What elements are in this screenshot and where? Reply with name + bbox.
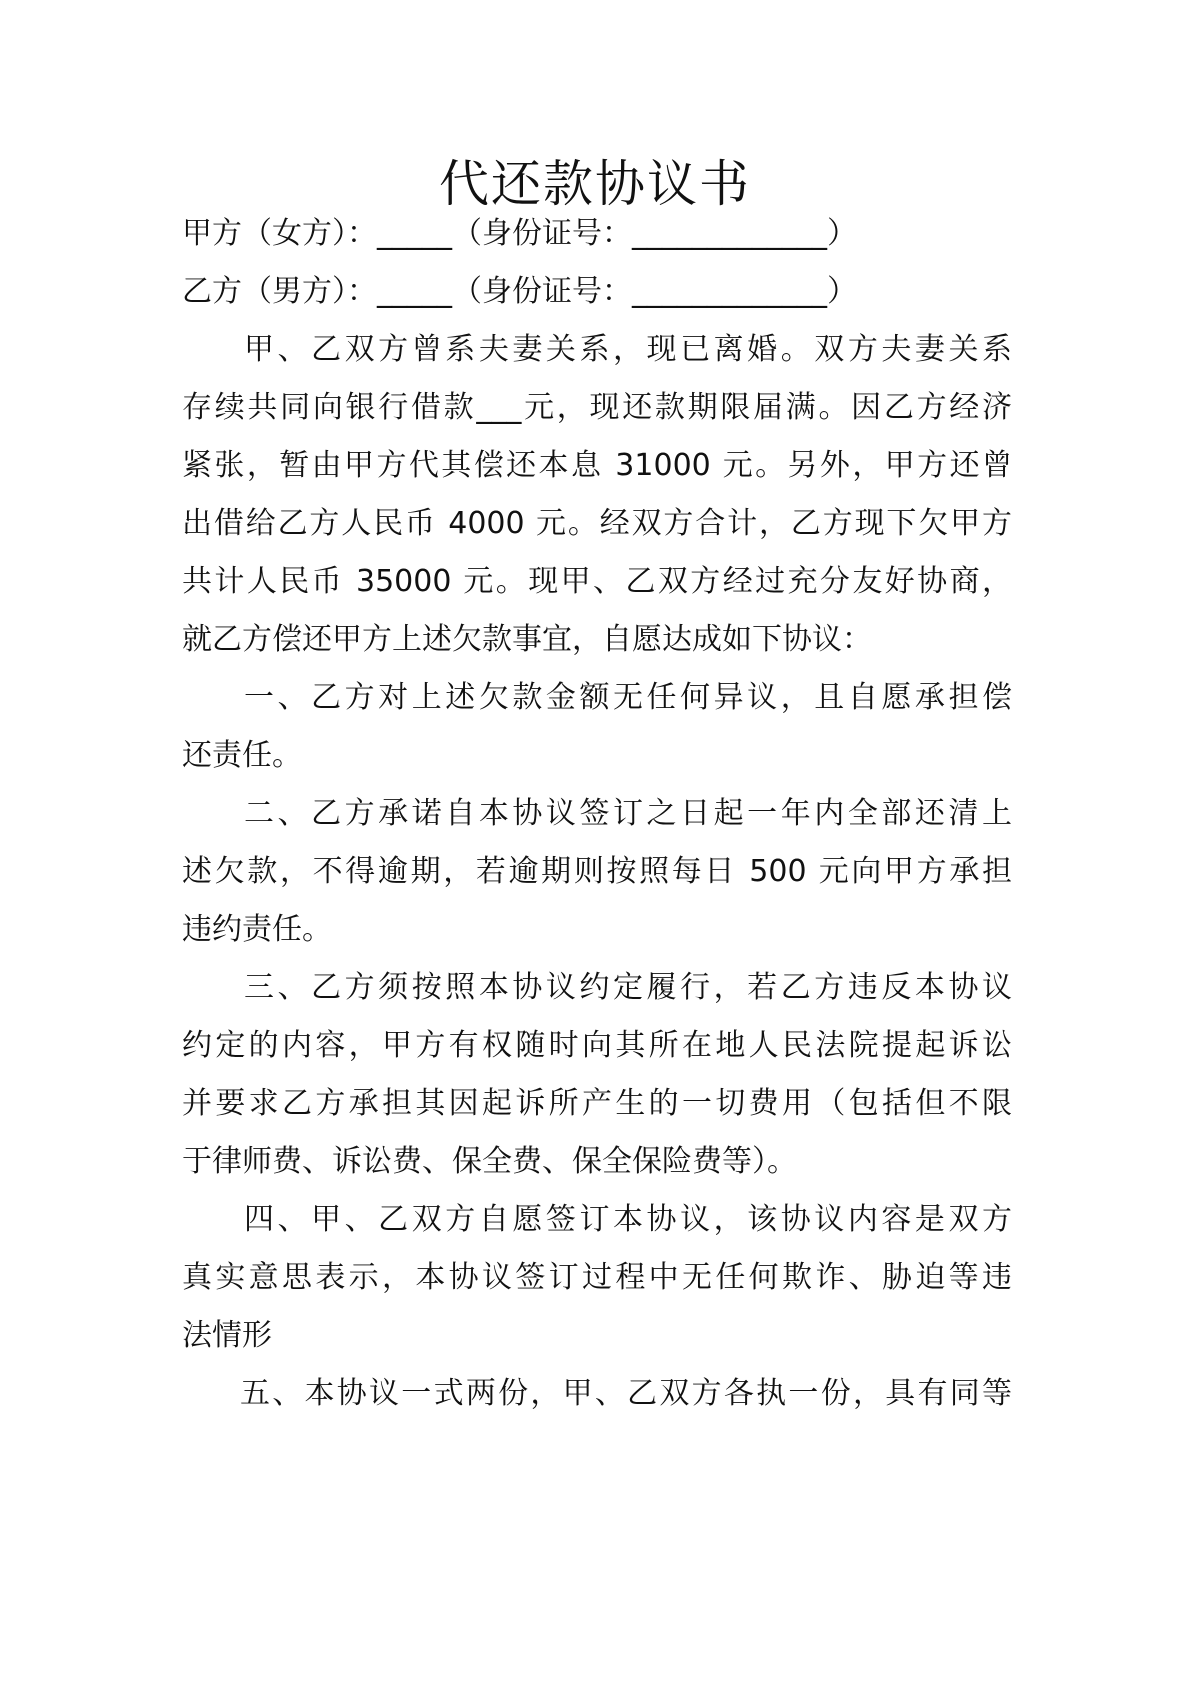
clause-5-line-1: 五、本协议一式两份，甲、乙双方各执一份，具有同等 <box>240 1376 1012 1411</box>
clause-3-line-1: 三、乙方须按照本协议约定履行，若乙方违反本协议 <box>244 970 1012 1005</box>
clause-4-line-2: 真实意思表示，本协议签订过程中无任何欺诈、胁迫等违 <box>182 1260 1012 1295</box>
clause-4-line-1: 四、甲、乙双方自愿签订本协议，该协议内容是双方 <box>244 1202 1012 1237</box>
clause-1-line-2: 还责任。 <box>182 738 302 773</box>
preamble-line-4: 出借给乙方人民币 4000 元。经双方合计，乙方现下欠甲方 <box>182 506 1012 541</box>
preamble-line-5: 共计人民币 35000 元。现甲、乙双方经过充分友好协商， <box>182 564 1012 599</box>
preamble-line-1: 甲、乙双方曾系夫妻关系，现已离婚。双方夫妻关系 <box>244 332 1012 367</box>
clause-3-line-2: 约定的内容，甲方有权随时向其所在地人民法院提起诉讼 <box>182 1028 1012 1063</box>
document-title: 代还款协议书 <box>439 155 751 213</box>
party-b-line: 乙方（男方）：_____（身份证号：_____________） <box>182 274 857 309</box>
clause-2-line-3: 违约责任。 <box>182 912 332 947</box>
clause-2-line-1: 二、乙方承诺自本协议签订之日起一年内全部还清上 <box>244 796 1012 831</box>
clause-2-line-2: 述欠款，不得逾期，若逾期则按照每日 500 元向甲方承担 <box>182 854 1012 889</box>
clause-3-line-3: 并要求乙方承担其因起诉所产生的一切费用（包括但不限 <box>182 1086 1012 1121</box>
clause-3-line-4: 于律师费、诉讼费、保全费、保全保险费等）。 <box>182 1144 797 1179</box>
preamble-line-2: 存续共同向银行借款___元，现还款期限届满。因乙方经济 <box>182 390 1012 425</box>
clause-4-line-3: 法情形 <box>182 1318 272 1353</box>
party-a-line: 甲方（女方）：_____（身份证号：_____________） <box>182 216 857 251</box>
preamble-line-3: 紧张，暂由甲方代其偿还本息 31000 元。另外，甲方还曾 <box>182 448 1012 483</box>
clause-1-line-1: 一、乙方对上述欠款金额无任何异议，且自愿承担偿 <box>244 680 1012 715</box>
preamble-line-6: 就乙方偿还甲方上述欠款事宜，自愿达成如下协议： <box>182 622 872 657</box>
